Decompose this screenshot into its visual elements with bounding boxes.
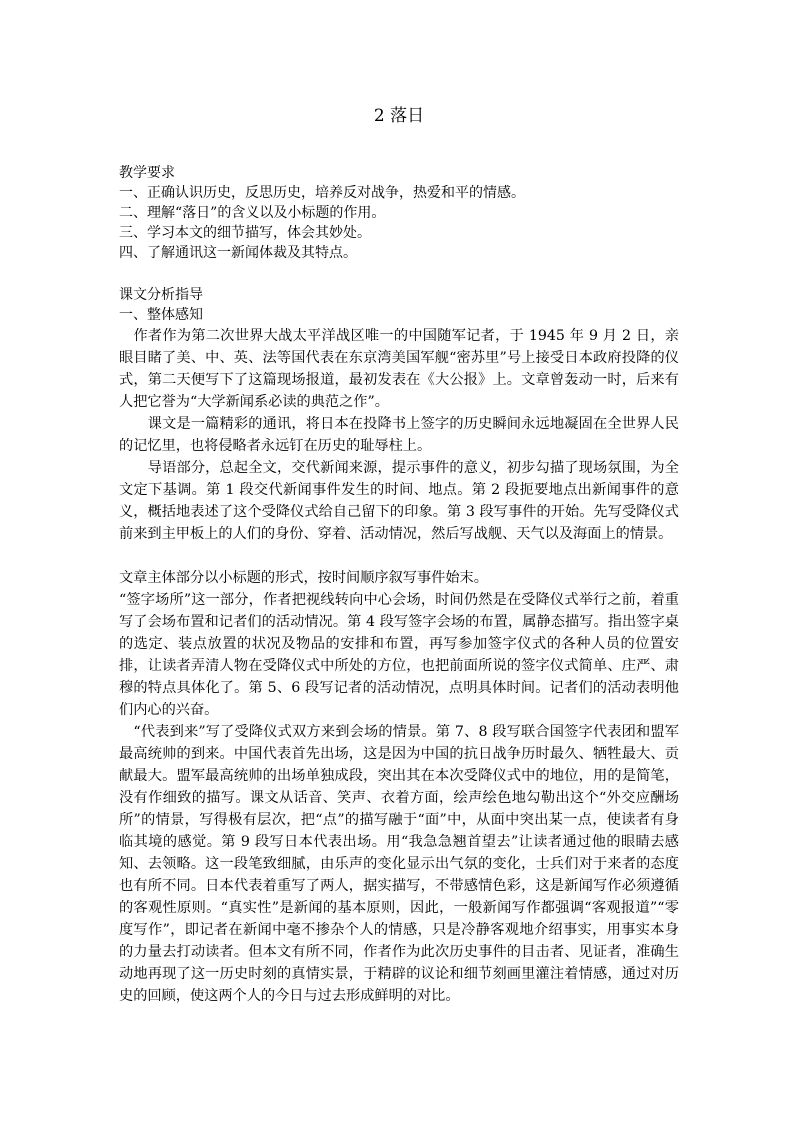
analysis-subheading: 一、整体感知: [119, 307, 203, 323]
paragraph-4: 文章主体部分以小标题的形式，按时间顺序叙写事件始末。: [119, 570, 488, 586]
requirement-item-3: 三、学习本文的细节描写，体会其妙处。: [119, 225, 371, 241]
page-title: 2 落日: [373, 106, 425, 126]
paragraph-5: “签字场所”这一部分，作者把视线转向中心会场，时间仍然是在受降仪式举行之前，着重写了会场布置和记者们的活动情况。第 4 段写签字会场的布置，属静态描写。指出签字桌的选定、装点放置的状况及物品的安排和布置，再写参加签字仪式的各种人员的位置安排，让读者弄清人物在受降仪式中所处的方位，也把前面所说的签字仪式简单、庄严、肃穆的特点具体化了。第 5、6 段写记者的活动情况，点明具体时间。记者们的活动表明他们内心的兴奋。: [119, 592, 679, 718]
analysis-heading: 课文分析指导: [119, 287, 203, 303]
requirements-heading: 教学要求: [119, 165, 175, 181]
paragraph-6: “代表到来”写了受降仪式双方来到会场的情景。第 7、8 段写联合国签字代表团和盟军最高统帅的到来。中国代表首先出场，这是因为中国的抗日战争历时最久、牺牲最大、贡献最大。盟军最高统帅的出场单独成段，突出其在本次受降仪式中的地位，用的是简笔，没有作细致的描写。课文从话音、笑声、衣着方面，绘声绘色地勾勒出这个“外交应酬场所”的情景，写得极有层次，把“点”的描写融于“面”中，从面中突出某一点，使读者有身临其境的感觉。第 9 段写日本代表出场。用“我急急翘首望去”让读者通过他的眼睛去感知、去领略。这一段笔致细腻，由乐声的变化显示出气氛的变化，士兵们对于来者的态度也有所不同。日本代表着重写了两人，据实描写，不带感情色彩，这是新闻写作必须遵循的客观性原则。“真实性”是新闻的基本原则，因此，一般新闻写作都强调“客观报道”“零度写作”，即记者在新闻中毫不掺杂个人的情感，只是冷静客观地介绍事实，用事实本身的力量去打动读者。但本文有所不同，作者作为此次历史事件的目击者、见证者，准确生动地再现了这一历史时刻的真情实景，于精辟的议论和细节刻画里灌注着情感，通过对历史的回顾，使这两个人的今日与过去形成鲜明的对比。: [119, 724, 679, 1004]
paragraph-1: 作者作为第二次世界大战太平洋战区唯一的中国随军记者，于 1945 年 9 月 2 日，亲眼目睹了美、中、英、法等国代表在东京湾美国军舰“密苏里”号上接受日本政府投降的仪式，第二天便写下了这篇现场报道，最初发表在《大公报》上。文章曾轰动一时，后来有人把它誉为“大学新闻系必读的典范之作”。: [119, 328, 679, 410]
requirement-item-1: 一、正确认识历史，反思历史，培养反对战争，热爱和平的情感。: [119, 185, 525, 201]
requirement-item-2: 二、理解“落日”的含义以及小标题的作用。: [119, 205, 386, 221]
paragraph-3: 导语部分，总起全文，交代新闻来源，提示事件的意义，初步勾描了现场氛围，为全文定下基调。第 1 段交代新闻事件发生的时间、地点。第 2 段扼要地点出新闻事件的意义，概括地表述了这个受降仪式给自己留下的印象。第 3 段写事件的开始。先写受降仪式前来到主甲板上的人们的身份、穿着、活动情况，然后写战舰、天气以及海面上的情景。: [119, 460, 679, 542]
paragraph-2: 课文是一篇精彩的通讯，将日本在投降书上签字的历史瞬间永远地凝固在全世界人民的记忆里，也将侵略者永远钉在历史的耻辱柱上。: [119, 416, 679, 454]
requirement-item-4: 四、了解通讯这一新闻体裁及其特点。: [119, 245, 357, 261]
